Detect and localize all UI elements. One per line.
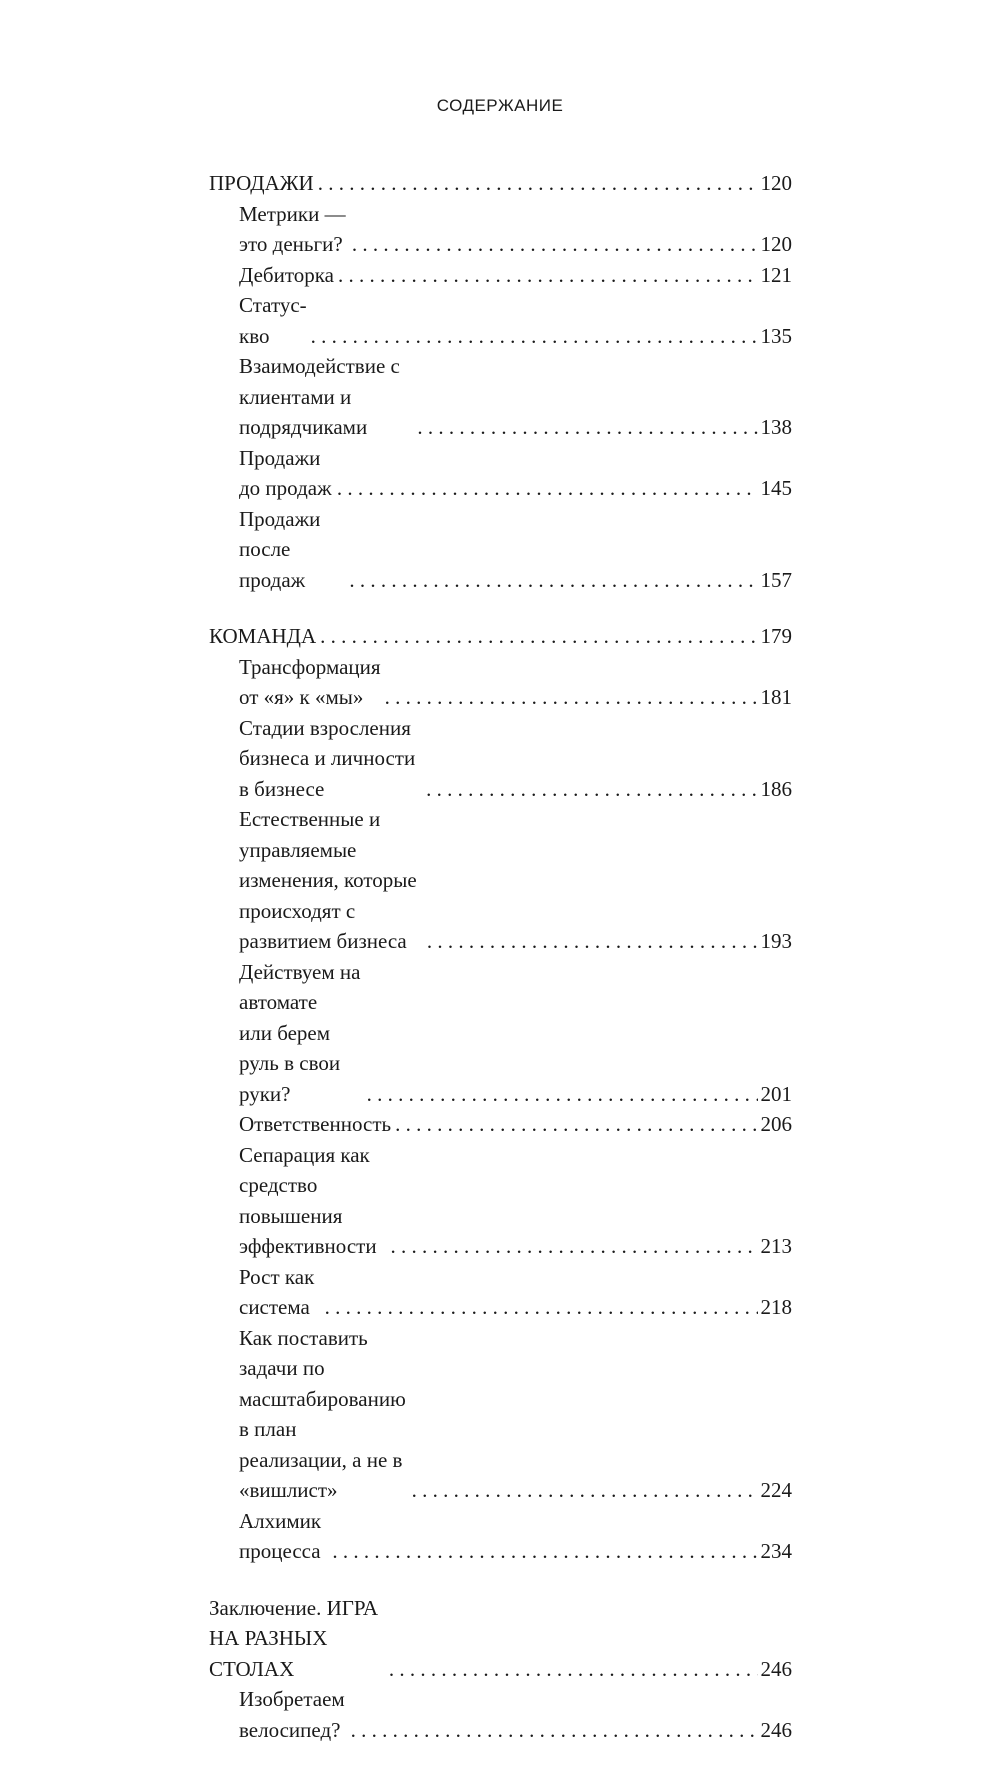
- toc-page-number: 138: [760, 415, 792, 439]
- toc-entry[interactable]: [209, 504, 792, 596]
- toc-entry[interactable]: [209, 1323, 792, 1506]
- toc-page-number: 218: [760, 1295, 792, 1319]
- toc-entry[interactable]: [209, 1109, 792, 1140]
- toc-page-number: 181: [760, 685, 792, 709]
- toc-entry-title: Сепарация как средство повышения эффективности: [239, 1142, 377, 1258]
- page-title: СОДЕРЖАНИЕ: [436, 96, 564, 115]
- toc-entry[interactable]: [209, 957, 792, 1110]
- toc-entry-title: Ответственность: [239, 1112, 392, 1136]
- toc-page-number: 224: [760, 1478, 792, 1502]
- toc-entry-title: Продажи после продаж: [239, 506, 321, 592]
- toc-entry[interactable]: [209, 260, 792, 291]
- dot-leader: [389, 1654, 758, 1685]
- toc-entry[interactable]: [209, 1506, 792, 1567]
- table-of-contents: [209, 168, 792, 1771]
- toc-entry[interactable]: [209, 1684, 792, 1745]
- toc-page-number: 135: [760, 323, 792, 348]
- dot-leader: [325, 1292, 758, 1323]
- dot-leader: [332, 1536, 757, 1567]
- toc-entry-title: Алхимик процесса: [239, 1508, 322, 1563]
- toc-page-number: 121: [760, 262, 792, 287]
- toc-section-sales: [209, 168, 792, 595]
- toc-page-number: 206: [760, 1112, 792, 1136]
- toc-entry[interactable]: [209, 443, 792, 504]
- toc-page-number: 234: [760, 1539, 792, 1563]
- toc-entry-title: Как поставить задачи по масштабированию в план реализации, а не в «вишлист»: [239, 1325, 406, 1502]
- dot-leader: [427, 926, 758, 957]
- toc-page-number: 201: [760, 1081, 792, 1106]
- toc-page-number: 193: [760, 929, 792, 953]
- toc-entry-title: Трансформация от «я» к «мы»: [239, 654, 381, 709]
- dot-leader: [337, 473, 758, 504]
- dot-leader: [318, 168, 758, 199]
- toc-entry-title: Стадии взросления бизнеса и личности в бизнесе: [239, 715, 416, 801]
- toc-heading-title: ПРОДАЖИ: [209, 171, 314, 195]
- toc-entry[interactable]: [209, 804, 792, 957]
- toc-heading-title: Заключение. ИГРА НА РАЗНЫХ СТОЛАХ: [209, 1595, 379, 1681]
- toc-section-team: [209, 621, 792, 1567]
- dot-leader: [395, 1109, 757, 1140]
- dot-leader: [338, 260, 758, 291]
- toc-heading[interactable]: [209, 168, 792, 199]
- toc-entry-title: Рост как система: [239, 1264, 315, 1319]
- toc-page-number: 145: [760, 476, 792, 500]
- dot-leader: [352, 229, 758, 260]
- toc-page-number: 120: [760, 171, 792, 195]
- toc-section-conclusion: [209, 1593, 792, 1746]
- toc-entry-title: Дебиторка: [239, 262, 334, 287]
- toc-entry[interactable]: [209, 652, 792, 713]
- toc-entry-title: Продажи до продаж: [239, 445, 332, 500]
- toc-entry[interactable]: [209, 1140, 792, 1262]
- toc-heading[interactable]: [209, 621, 792, 652]
- toc-page-number: 157: [760, 567, 792, 592]
- toc-entry-title: Статус-кво: [239, 293, 307, 348]
- toc-entry[interactable]: [209, 290, 792, 351]
- toc-entry-title: Действуем на автомате или берем руль в свои руки?: [239, 959, 361, 1106]
- dot-leader: [320, 621, 757, 652]
- toc-entry[interactable]: [209, 351, 792, 443]
- toc-page-number: 246: [760, 1656, 792, 1681]
- toc-page-number: 213: [760, 1234, 792, 1258]
- toc-entry-title: Изобретаем велосипед?: [239, 1687, 345, 1742]
- dot-leader: [417, 412, 757, 443]
- dot-leader: [385, 682, 758, 713]
- dot-leader: [349, 565, 757, 596]
- toc-page-number: 179: [760, 624, 792, 648]
- toc-entry[interactable]: [209, 1262, 792, 1323]
- dot-leader: [311, 321, 758, 352]
- dot-leader: [426, 774, 757, 805]
- dot-leader: [351, 1715, 758, 1746]
- toc-heading[interactable]: [209, 1593, 792, 1685]
- toc-entry-title: Взаимодействие с клиентами и подрядчиками: [239, 354, 400, 439]
- toc-entry-title: Метрики — это деньги?: [239, 201, 346, 256]
- dot-leader: [412, 1475, 758, 1506]
- toc-heading-title: КОМАНДА: [209, 624, 317, 648]
- dot-leader: [367, 1079, 758, 1110]
- toc-page-number: 186: [760, 776, 792, 801]
- toc-page-number: 120: [760, 232, 792, 256]
- dot-leader: [391, 1231, 758, 1262]
- toc-entry[interactable]: [209, 713, 792, 805]
- toc-entry[interactable]: [209, 199, 792, 260]
- toc-entry-title: Естественные и управляемые изменения, которые происходят с развитием бизнеса: [239, 807, 417, 953]
- toc-page-number: 246: [760, 1717, 792, 1742]
